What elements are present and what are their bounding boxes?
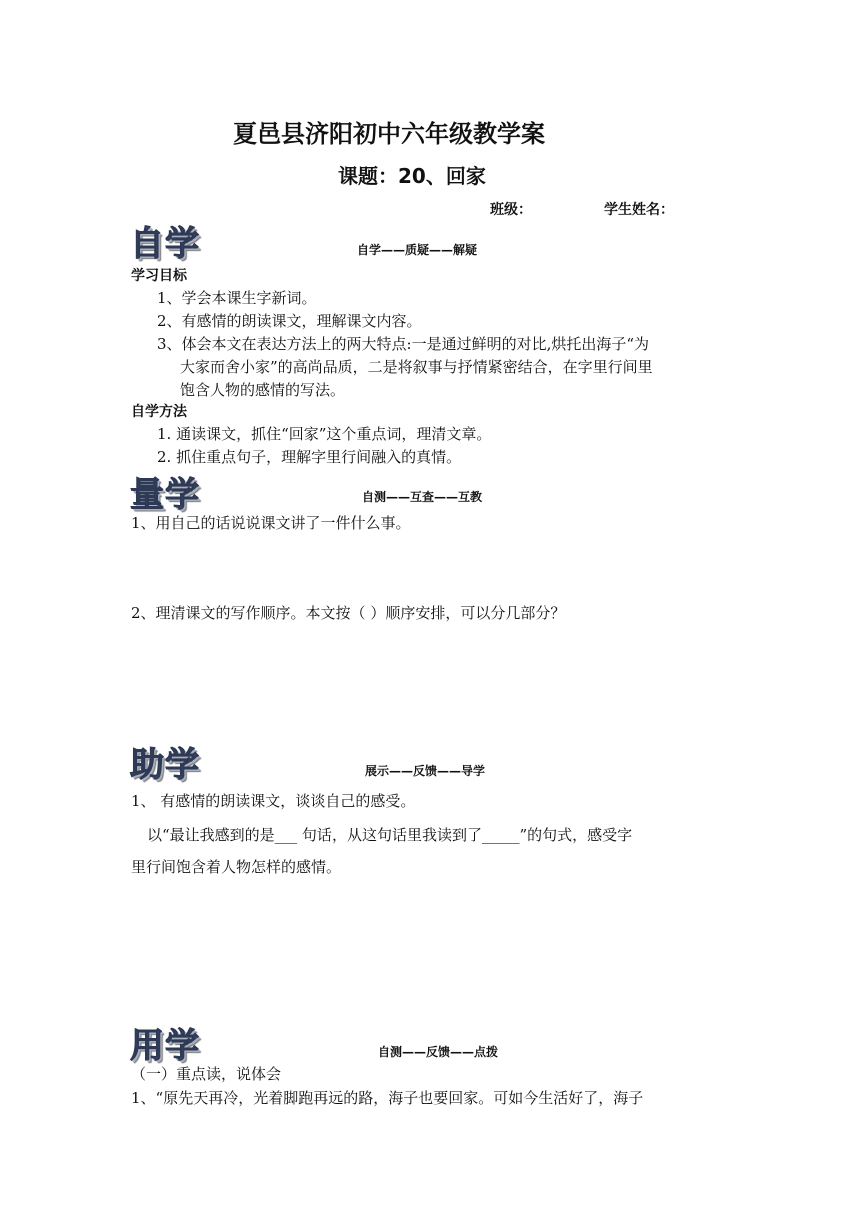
page-title: 夏邑县济阳初中六年级教学案 xyxy=(233,120,545,148)
self-study-motto: 自学——质疑——解疑 xyxy=(357,243,478,257)
help-study-banner: 助学 xyxy=(130,745,200,785)
self-study-banner: 自学 xyxy=(130,224,200,264)
use-study-banner: 用学 xyxy=(130,1026,200,1066)
goal-item: 大家而舍小家”的高尚品质，二是将叙事与抒情紧密结合，在字里行间里 xyxy=(180,358,653,376)
help-question-1-line-1: 以“最让我感到的是___ 句话，从这句话里我读到了_____”的句式，感受字 xyxy=(147,826,633,844)
measure-study-banner: 量学 xyxy=(130,475,200,515)
goals-heading: 学习目标 xyxy=(131,268,187,284)
lesson-subtitle: 课题：20、回家 xyxy=(338,164,486,188)
use-part-1: （一）重点读，说体会 xyxy=(131,1065,282,1083)
student-name-label: 学生姓名： xyxy=(604,202,674,218)
question-1: 1、用自己的话说说课文讲了一件什么事。 xyxy=(131,514,411,532)
help-question-1-line-2: 里行间饱含着人物怎样的感情。 xyxy=(131,858,342,876)
help-study-motto: 展示——反馈——导学 xyxy=(365,764,486,778)
goal-item: 3、体会本文在表达方法上的两大特点:一是通过鲜明的对比,烘托出海子“为 xyxy=(157,335,650,353)
goal-item: 2、有感情的朗读课文，理解课文内容。 xyxy=(157,312,422,330)
methods-heading: 自学方法 xyxy=(131,404,187,420)
goal-item: 1、学会本课生字新词。 xyxy=(157,289,317,307)
use-question-1: 1、“原先天再冷，光着脚跑再远的路，海子也要回家。可如今生活好了，海子 xyxy=(131,1089,644,1107)
help-question-1: 1、 有感情的朗读课文，谈谈自己的感受。 xyxy=(131,792,416,810)
use-study-motto: 自测——反馈——点拨 xyxy=(378,1045,499,1059)
measure-study-motto: 自测——互查——互教 xyxy=(362,490,483,504)
method-item: 1. 通读课文，抓住“回家”这个重点词，理清文章。 xyxy=(157,425,492,443)
method-item: 2. 抓住重点句子，理解字里行间融入的真情。 xyxy=(157,448,462,466)
class-label: 班级： xyxy=(490,202,532,218)
question-2: 2、理清课文的写作顺序。本文按（ ）顺序安排，可以分几部分？ xyxy=(131,604,566,622)
goal-item: 饱含人物的感情的写法。 xyxy=(180,381,346,399)
